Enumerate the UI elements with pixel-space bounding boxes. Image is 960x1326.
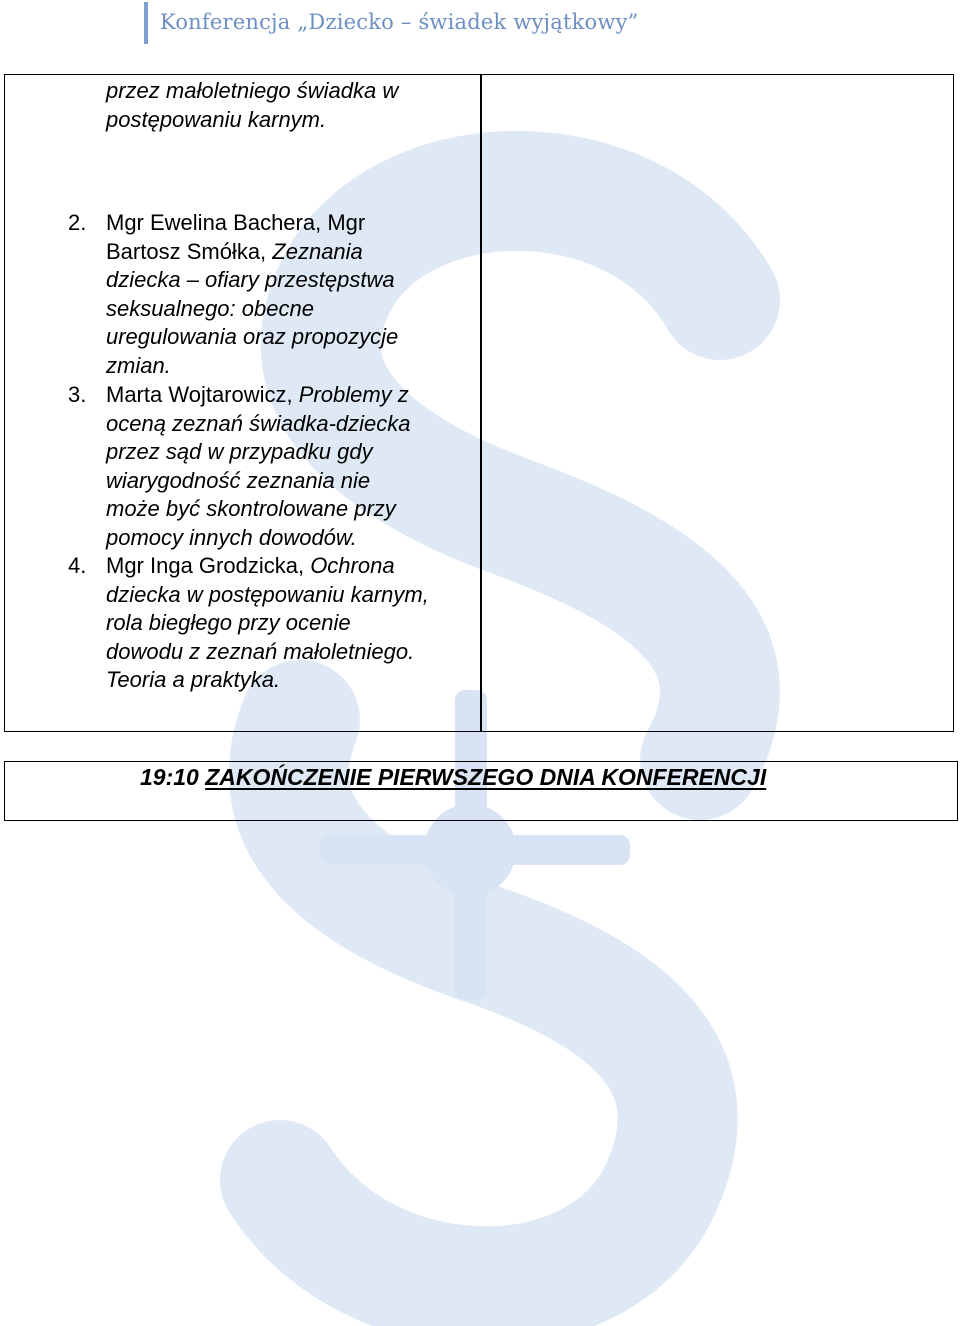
text-line [106,609,429,638]
closing-text: ZAKOŃCZENIE PIERWSZEGO DNIA KONFERENCJI [205,764,767,790]
text-italic: może być skontrolowane przy [106,496,396,522]
text-plain: Marta Wojtarowicz, [106,382,299,407]
closing-announcement [140,764,766,791]
closing-table [4,761,958,821]
text-italic: seksualnego: obecne [106,295,314,321]
item-number: 4. [68,553,87,578]
text-italic: Zeznania [272,238,363,264]
text-line [106,666,429,695]
program-item [68,552,429,695]
program-cell [5,75,480,731]
text-italic: Ochrona [310,553,395,578]
text-line [106,410,411,439]
program-item [68,381,411,553]
text-italic: przez sąd w przypadku gdy [106,439,373,465]
closing-time: 19:10 [140,764,206,790]
program-table [4,74,954,732]
continuation-text [106,77,398,134]
text-line [106,295,398,324]
text-italic: dziecka – ofiary przestępstwa [106,267,395,293]
text-line: przez małoletniego świadka w [106,78,399,103]
header-title: Konferencja „Dziecko – świadek wyjątkowy” [160,10,639,34]
text-italic: dowodu z zeznań małoletniego. [106,638,415,664]
header-accent-bar [144,2,148,44]
text-plain: Bartosz Smółka, [106,238,273,264]
text-line [106,467,411,496]
text-italic: dziecka w postępowaniu karnym, [106,581,429,607]
text-italic: oceną zeznań świadka-dziecka [106,410,411,436]
text-plain: Mgr Inga Grodzicka, [106,553,311,578]
text-line [106,552,429,581]
text-line [106,438,411,467]
text-line [106,581,429,610]
text-line [106,352,398,381]
text-line [106,495,411,524]
text-italic: zmian. [106,352,171,378]
text-italic: Teoria a praktyka. [106,667,281,693]
table-column-divider [480,75,482,731]
text-line [106,323,398,352]
text-line: postępowaniu karnym. [106,106,327,132]
item-number: 3. [68,382,87,407]
text-line [106,238,398,267]
text-plain: Mgr Ewelina Bachera, Mgr [106,210,366,235]
text-italic: uregulowania oraz propozycje [106,324,399,350]
text-line [106,638,429,667]
text-line [106,381,411,410]
text-line [106,266,398,295]
text-line [106,524,411,553]
item-number: 2. [68,210,87,235]
text-line [106,209,398,238]
text-italic: Problemy z [298,382,409,407]
text-italic: pomocy innych dowodów. [106,524,357,550]
program-item [68,209,399,381]
text-italic: wiarygodność zeznania nie [106,467,371,493]
text-italic: rola biegłego przy ocenie [106,610,351,636]
